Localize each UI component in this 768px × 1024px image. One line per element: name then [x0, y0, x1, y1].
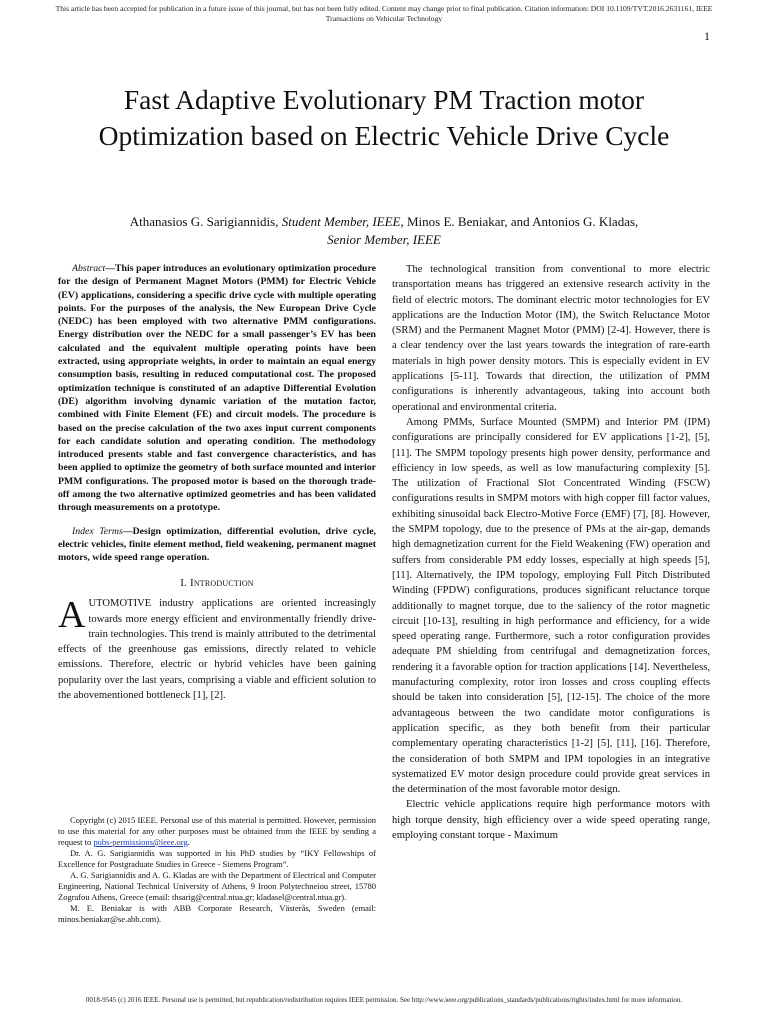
affiliation-note-1: A. G. Sarigiannidis and A. G. Kladas are with the Department of Electrical and Computer Engineering, National Technical University of Athens, 9 Iroon Polytechneiou street, 15780 Zografou Athens, Greece (email: thsarig@central.ntua.gr; kladasel@central.ntua.gr). [58, 870, 376, 902]
authors-part-2: , Minos E. Beniakar, and Antonios G. Kladas, [400, 214, 639, 229]
index-terms-lead: Index Terms [72, 525, 123, 537]
body-paragraph-3: Electric vehicle applications require high performance motors with high torque density, high efficiency over a wide speed operating range, employing constant torque - Maximum [392, 799, 710, 841]
copyright-end: . [187, 837, 190, 847]
section-heading-introduction: I. Introduction [180, 576, 254, 589]
abstract-lead: Abstract [72, 263, 106, 274]
funding-note: Dr. A. G. Sarigiannidis was supported in his PhD studies by “IKY Fellowships of Excellence for Postgraduate Studies in Greece - Siemens Program”. [58, 848, 376, 869]
abstract-text: —This paper introduces an evolutionary optimization procedure for the design of Permanent Magnet Motors (PMM) for Electric Vehicle (EV) applications, considering a specific drive cycle with multiple operating points. For the purposes of the analysis, the New European Drive Cycle (NEDC) has been employed with two alternative PMM configurations. Energy distribution over the NEDC for a small passenger’s EV has been calculated and the equivalent multiple operating points have been extracted, using appropriate weights, in order to maintain an equal energy consumption basis, resulting in reduced computational cost. The proposed optimization technique is constituted of an adaptive Differential Evolution (DE) algorithm involving dynamic variation of the mutation factor, combined with Finite Element (FE) and circuit models. The procedure is based on the precise calculation of the two axes input current components for each candidate solution and operating condition. The methodology introduced presents stable and fast convergence characteristics, and has been applied to optimize the geometry of both surface mounted and interior PMM configurations. The proposed motor is based on the thorough trade-off among the two alternative optimized geometries and has been validated through measurements on a prototype. [58, 263, 376, 514]
banner-line-2: Transactions on Vehicular Technology [325, 14, 443, 23]
banner-line-1: This article has been accepted for publication in a future issue of this journal, but has not been fully edited. Content may change prior to final publication. Citation information: DOI 10.1109/TVT.2016.2631161, IEEE [55, 4, 713, 13]
copyright-text: Copyright (c) 2015 IEEE. Personal use of this material is permitted. However, permission to use this material for any other purposes must be obtained from the IEEE by sending a request to [58, 815, 376, 847]
author-role-2: Senior Member, IEEE [327, 232, 441, 247]
paper-title: Fast Adaptive Evolutionary PM Traction motor Optimization based on Electric Vehicle Drive Cycle [98, 84, 670, 151]
page-number: 1 [704, 29, 710, 43]
index-terms [58, 525, 376, 565]
copyright-note [58, 815, 376, 848]
author-role-1: Student Member, IEEE [281, 214, 401, 229]
index-terms-text: —Design optimization, differential evolution, drive cycle, electric vehicles, finite element method, field weakening, permanent magnet motors, wide speed range operation. [58, 525, 376, 564]
introduction-text: UTOMOTIVE industry applications are oriented increasingly towards more energy efficient and environmentally friendly drive-train technologies. This trend is mainly attributed to the detrimental effects of the greenhouse gas emissions, directly related to vehicle emissions. Therefore, electric or hybrid vehicles have been gaining popularity over the last years, comprising a viable and efficient solution to the abovementioned bottleneck [1], [2]. [58, 598, 376, 702]
affiliation-note-2: M. E. Beniakar is with ABB Corporate Research, Västerås, Sweden (email: minos.beniakar@se.abb.com). [58, 903, 376, 924]
footnotes [58, 815, 376, 925]
introduction-paragraph [58, 596, 376, 703]
left-column [58, 262, 376, 703]
authors-part-1: Athanasios G. Sarigiannidis, [129, 214, 282, 229]
permissions-email-link[interactable]: pubs-permissions@ieee.org [93, 837, 188, 847]
journal-banner [20, 4, 748, 24]
copyright-footer: 0018-9545 (c) 2016 IEEE. Personal use is permitted, but republication/redistribution requires IEEE permission. See http://www.ieee.org/publications_standards/publications/rights/index.html for more information. [85, 996, 683, 1004]
body-paragraph-2: Among PMMs, Surface Mounted (SMPM) and Interior PM (IPM) configurations are principally considered for EV applications [1-2], [5], [11]. The SMPM topology presents high power density, performance and efficiency in low speeds, as well as low manufacturing complexity [5]. The utilization of Fractional Slot Concentrated Winding (FSCW) configurations results in SMPM motors with high copper fill factor values, exhibiting sinusoidal back Electro-Motive Force (EMF) [7], [8]. However, the SMPM topology, due to the presence of PMs at the air-gap, demands high demagnetization current for the Field Weakening (FW) operation and suffers from considerable PM eddy losses, especially at high speeds [5], [11]. Alternatively, the IPM topology, employing Full Pitch Distributed Winding (FPDW) configurations, produces significant reluctance torque additionally to magnet torque, due to the saliency of the rotor magnetic circuit [10-13], resulting in high performance and efficiency, for a wide speed operating range. Furthermore, such a rotor configuration provides adequate PM shielding from centrifugal and demagnetization forces, rendering it a favorable option for traction applications [14]. Nevertheless, manufacturing complexity, rotor iron losses and cross coupling effects should be taken into consideration [5], [12-15]. The choice of the more advantageous between the two candidate motor configurations is application specific, as they both benefit from their particular complementary operating characteristics [1-2] [5], [11], [16]. Therefore, the consideration of both SMPM and IPM topologies in an integrative systematized EV motor design procedure could provide great services in the determination of the most favorable motor design. [392, 416, 710, 796]
body-paragraph-1: The technological transition from conventional to more electric transportation means has triggered an extensive research activity in the field of electric motors. The dominant electric motor technologies for EV applications are the Induction Motor (IM), the Switch Reluctance Motor (SRM) and the Permanent Magnet Motor (PMM) [2-4]. However, there is a clear tendency over the last years towards the integration of rare-earth materials in high power density motors. This is especially evident in EV applications [5-11]. Towards that direction, the utilization of PMM configurations is inherently advantageous, taking into account both operational and environmental criteria. [392, 264, 710, 413]
right-column [392, 262, 710, 843]
author-list [60, 213, 708, 249]
abstract [58, 262, 376, 515]
dropcap-letter: A [58, 594, 86, 637]
